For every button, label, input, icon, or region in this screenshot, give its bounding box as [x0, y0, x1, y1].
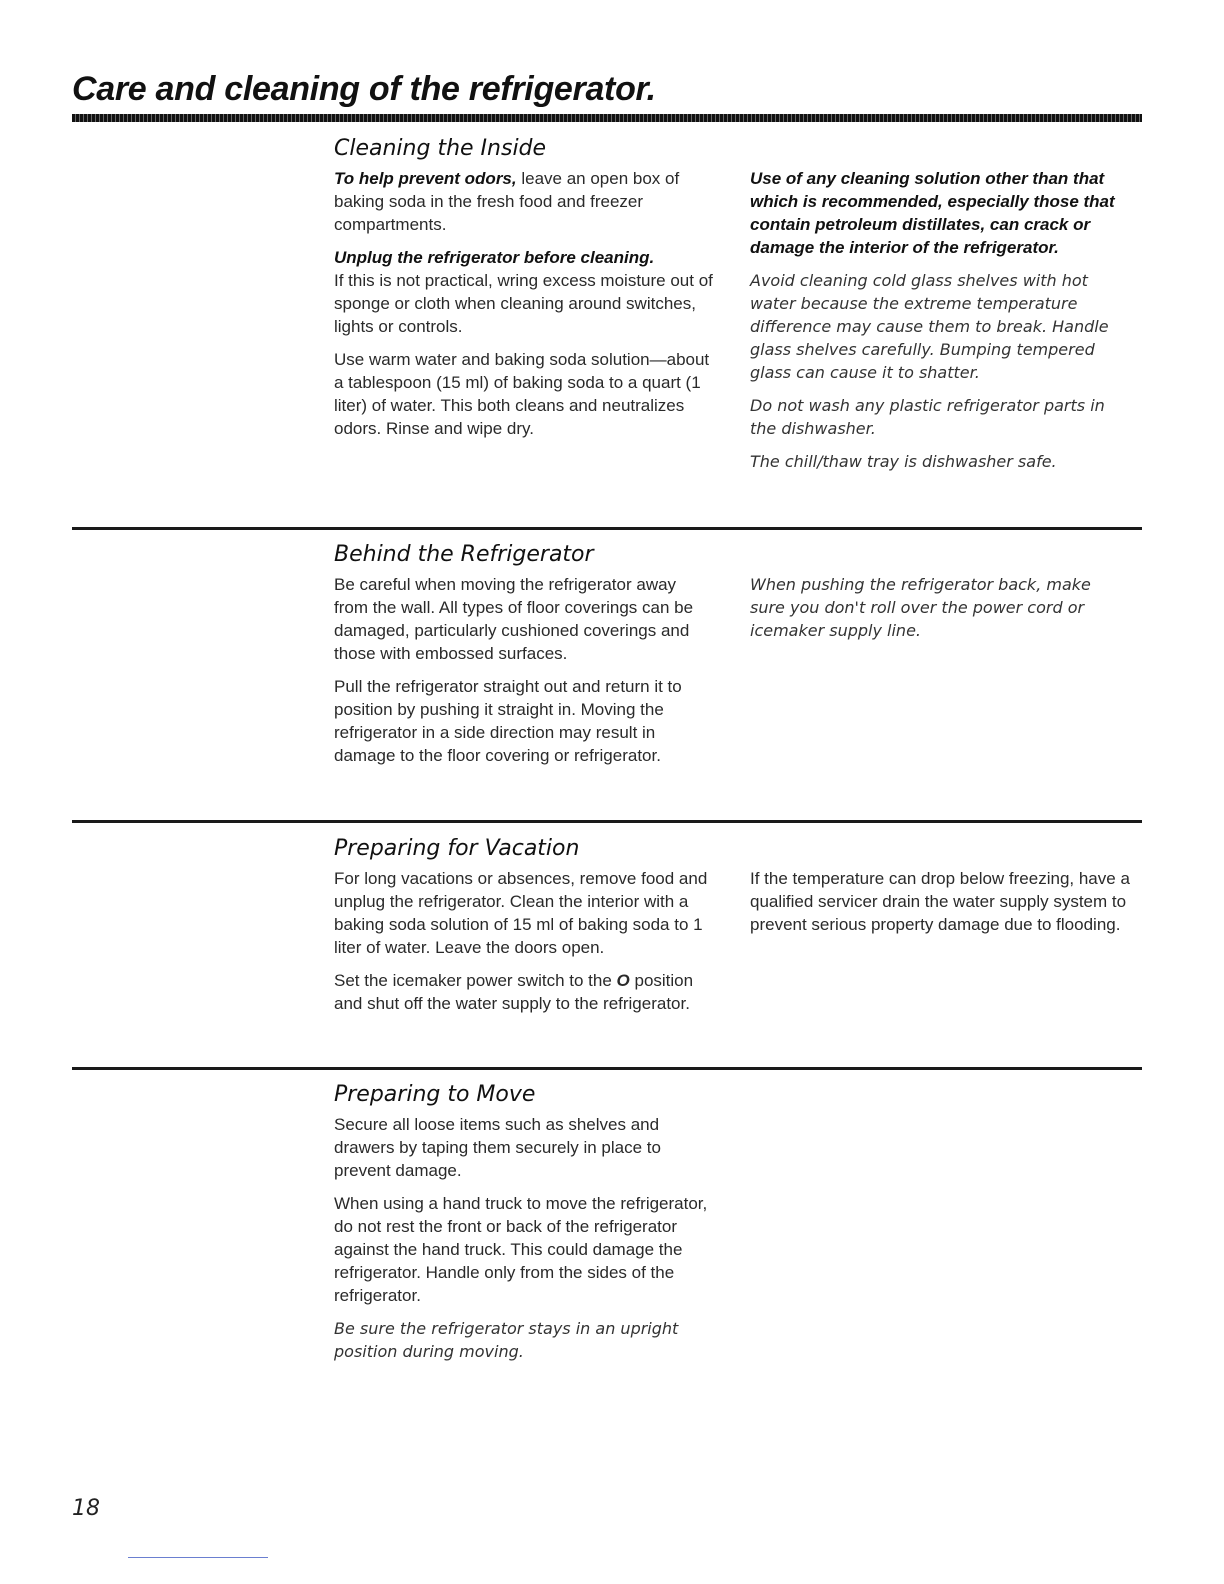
footer-line	[128, 1557, 268, 1558]
paragraph: When using a hand truck to move the refrigerator, do not rest the front or back of the refrigerator against the hand truck. This could damage the refrigerator. Handle only from the sides of the refrigerator.	[334, 1194, 708, 1305]
paragraph: Use warm water and baking soda solution—about a tablespoon (15 ml) of baking soda to a quart (1 liter) of water. This both cleans and neutralizes odors. Rinse and wipe dry.	[334, 350, 710, 438]
warning-text: Use of any cleaning solution other than that which is recommended, especially those that contain petroleum distillates, can crack or damage the interior of the refrigerator.	[750, 169, 1115, 257]
body-text: Set the icemaker power switch to the	[334, 971, 617, 990]
body-text: leave an open box of baking soda in the fresh food and freezer compartments.	[334, 169, 680, 234]
lead-text: To help prevent odors,	[334, 169, 517, 188]
note-text: Be sure the refrigerator stays in an upright position during moving.	[334, 1319, 679, 1361]
paragraph: Secure all loose items such as shelves and drawers by taping them securely in place to prevent damage.	[334, 1115, 661, 1180]
paragraph: Be careful when moving the refrigerator away from the wall. All types of floor coverings can be damaged, particularly cushioned coverings and those with embossed surfaces.	[334, 575, 694, 663]
section-divider	[72, 820, 1142, 823]
section-heading: Preparing for Vacation	[334, 836, 580, 861]
subheading: Unplug the refrigerator before cleaning.	[334, 248, 655, 267]
paragraph: For long vacations or absences, remove food and unplug the refrigerator. Clean the interior with a baking soda solution of 15 ml of baking soda to 1 liter of water. Leave the doors open.	[334, 869, 708, 957]
paragraph: If the temperature can drop below freezing, have a qualified servicer drain the water supply system to prevent serious property damage due to flooding.	[750, 869, 1130, 934]
left-column	[334, 1113, 714, 1373]
right-column	[750, 573, 1130, 777]
body-text: If this is not practical, wring excess moisture out of sponge or cloth when cleaning around switches, lights or controls.	[334, 271, 713, 336]
title-rule	[72, 114, 1142, 122]
note-text: Do not wash any plastic refrigerator parts in the dishwasher.	[750, 396, 1105, 438]
section-divider	[72, 527, 1142, 530]
section-heading: Preparing to Move	[334, 1082, 536, 1107]
section-divider	[72, 1067, 1142, 1070]
page-title: Care and cleaning of the refrigerator.	[72, 70, 656, 108]
paragraph	[334, 167, 714, 236]
section-cleaning-inside	[334, 136, 1146, 483]
left-column	[334, 573, 714, 777]
note-text: When pushing the refrigerator back, make sure you don't roll over the power cord or icemaker supply line.	[750, 575, 1091, 640]
section-heading: Cleaning the Inside	[334, 136, 547, 161]
section-heading: Behind the Refrigerator	[334, 542, 594, 567]
left-column	[334, 167, 714, 483]
paragraph	[334, 246, 714, 338]
right-column	[750, 167, 1130, 483]
right-column	[750, 867, 1130, 1025]
page-number: 18	[72, 1496, 100, 1521]
section-behind-refrigerator	[334, 542, 1146, 777]
paragraph	[334, 969, 714, 1015]
paragraph: Pull the refrigerator straight out and return it to position by pushing it straight in. Moving the refrigerator in a side direction may result in damage to the floor covering or refrigerator.	[334, 677, 682, 765]
switch-position-label: O	[616, 971, 630, 990]
left-column	[334, 867, 714, 1025]
note-text: Avoid cleaning cold glass shelves with hot water because the extreme temperature difference may cause them to break. Handle glass shelves carefully. Bumping tempered glass can cause it to shatter.	[750, 271, 1109, 382]
body-text: position and shut off the water supply to the refrigerator.	[334, 971, 694, 1013]
section-preparing-vacation	[334, 836, 1146, 1025]
note-text: The chill/thaw tray is dishwasher safe.	[750, 452, 1057, 471]
section-preparing-move	[334, 1082, 1146, 1373]
